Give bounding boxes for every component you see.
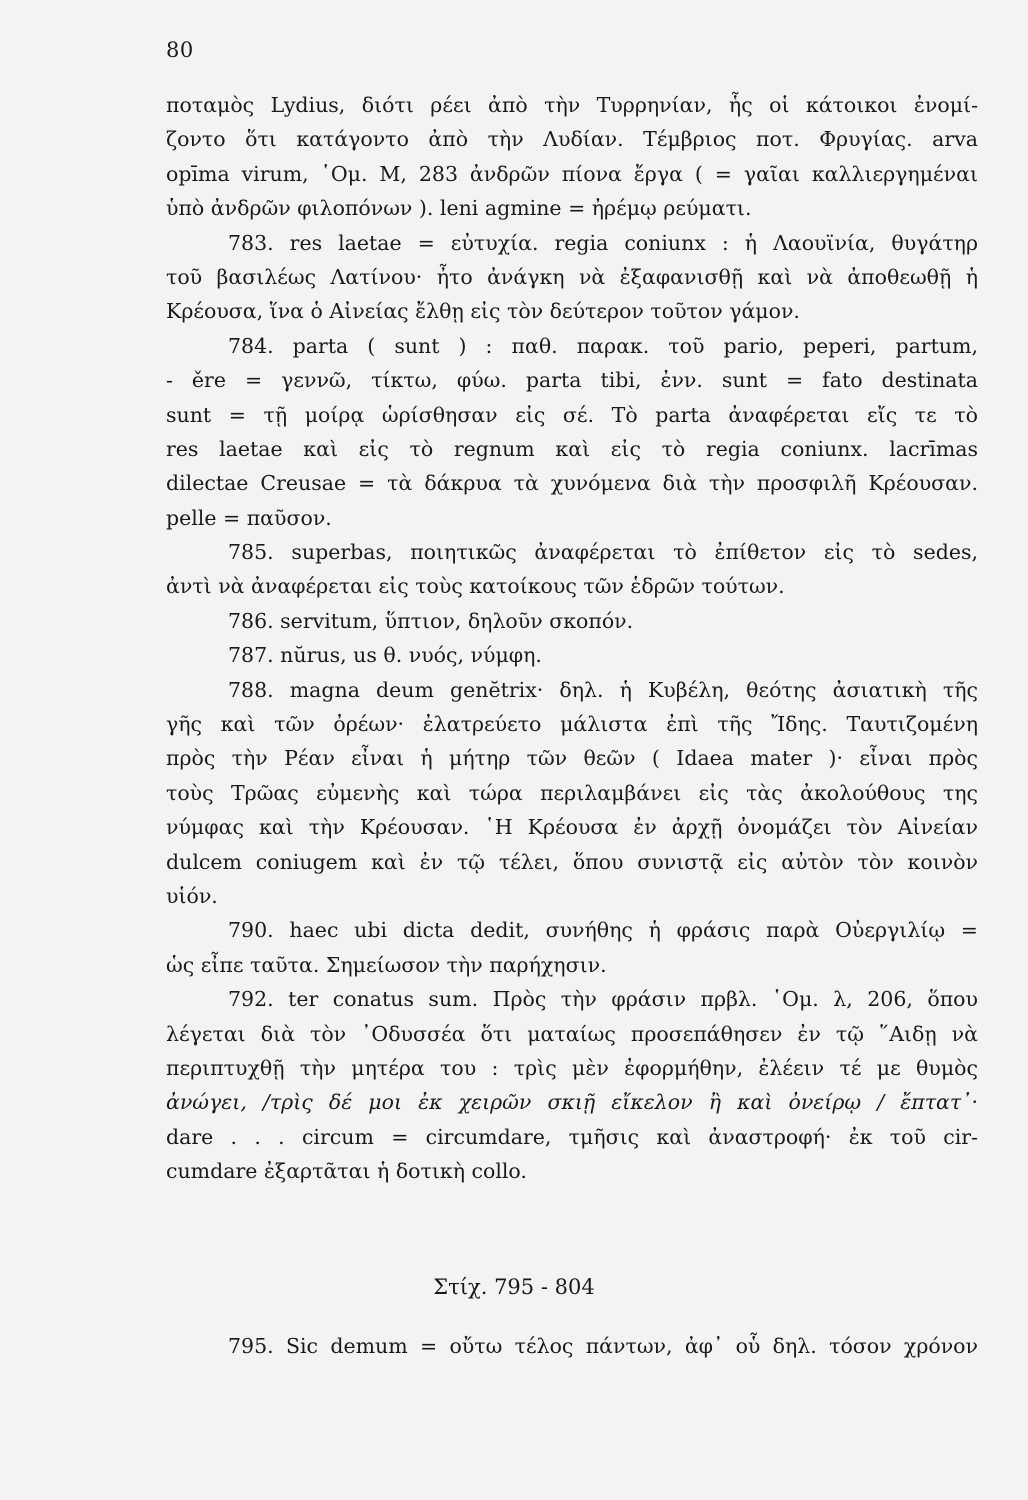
text-line: τοῦ βασιλέως Λατίνου· ἦτο ἀνάγκη νὰ ἐξαφανισθῇ καὶ νὰ ἀποθεωθῇ ἡ [166,264,978,289]
text-line: λέγεται διὰ τὸν ᾿Οδυσσέα ὅτι ματαίως προσεπάθησεν ἐν τῷ ῞Αιδῃ νὰ [166,1021,978,1046]
text-line: ὡς εἶπε ταῦτα. Σημείωσον τὴν παρήχησιν. [166,952,607,977]
text-line: περιπτυχθῇ τὴν μητέρα του : τρὶς μὲν ἐφορμήθην, ἐλέειν τέ με θυμὸς [166,1055,978,1080]
text-line: opīma virum, ῾Ομ. Μ, 283 ἀνδρῶν πίονα ἔργα ( = γαῖαι καλλιεργημέναι [166,161,978,186]
text-line: ἀντὶ νὰ ἀναφέρεται εἰς τοὺς κατοίκους τῶν ἑδρῶν τούτων. [166,574,785,599]
text-line: 787. nŭrus, us θ. νυός, νύμφη. [228,643,542,668]
text-line: dulcem coniugem καὶ ἐν τῷ τέλει, ὅπου συνιστᾷ εἰς αὐτὸν τὸν κοινὸν [166,849,978,874]
text-line: 792. ter conatus sum. Πρὸς τὴν φράσιν πρβλ. ῾Ομ. λ, 206, ὅπου [228,987,978,1012]
text-line: - ěre = γεννῶ, τίκτω, φύω. parta tibi, ἐνν. sunt = fato destinata [166,368,978,393]
text-line: dilectae Creusae = τὰ δάκρυα τὰ χυνόμενα διὰ τὴν προσφιλῆ Κρέουσαν. [166,471,978,496]
text-line: 795. Sic demum = οὔτω τέλος πάντων, ἀφ᾿ οὗ δηλ. τόσον χρόνον [228,1334,978,1358]
text-line: πρὸς τὴν Ρέαν εἶναι ἡ μήτηρ τῶν θεῶν ( Idaea mater )· εἶναι πρὸς [166,746,978,771]
text-line: 790. haec ubi dicta dedit, συνήθης ἡ φράσις παρὰ Οὐεργιλίῳ = [228,918,978,943]
text-line: sunt = τῇ μοίρᾳ ὡρίσθησαν εἰς σέ. Τὸ parta ἀναφέρεται εἴς τε τὸ [166,402,978,427]
text-line: τοὺς Τρῶας εὐμενὴς καὶ τώρα περιλαμβάνει εἰς τὰς ἀκολούθους της [166,780,978,805]
body-text [166,88,978,1189]
text-line: 788. magna deum genĕtrix· δηλ. ἡ Κυβέλη, θεότης ἀσιατικὴ τῆς [228,677,978,702]
text-line: υἱόν. [166,883,218,908]
text-line: 785. superbas, ποιητικῶς ἀναφέρεται τὸ ἐπίθετον εἰς τὸ sedes, [228,540,978,565]
text-line: cumdare ἐξαρτᾶται ἡ δοτικὴ collo. [166,1159,527,1184]
section-heading: Στίχ. 795 - 804 [433,1275,595,1299]
text-line: pelle = παῦσον. [166,505,332,530]
text-line: 784. parta ( sunt ) : παθ. παρακ. τοῦ pario, peperi, partum, [228,333,978,358]
text-line: ποταμὸς Lydius, διότι ρέει ἀπὸ τὴν Τυρρηνίαν, ἧς οἱ κάτοικοι ἐνομί- [166,93,978,117]
text-line: 783. res laetae = εὐτυχία. regia coniunx : ἡ Λαουϊνία, θυγάτηρ [228,230,978,255]
text-line: γῆς καὶ τῶν ὀρέων· ἐλατρεύετο μάλιστα ἐπὶ τῆς Ἴδης. Ταυτιζομένη [166,712,978,737]
text-line: res laetae καὶ εἰς τὸ regnum καὶ εἰς τὸ regia coniunx. lacrīmas [166,436,978,461]
text-line: dare . . . circum = circumdare, τμῆσις καὶ ἀναστροφή· ἐκ τοῦ cir- [166,1124,978,1149]
text-line: νύμφας καὶ τὴν Κρέουσαν. ῾Η Κρέουσα ἐν ἀρχῇ ὀνομάζει τὸν Αἰνείαν [166,815,978,840]
text-line: ζοντο ὅτι κατάγοντο ἀπὸ τὴν Λυδίαν. Τέμβριος ποτ. Φρυγίας. arva [166,127,978,152]
page-number: 80 [166,38,194,62]
text-line: ὑπὸ ἀνδρῶν φιλοπόνων ). leni agmine = ἠρέμῳ ρεύματι. [166,196,752,221]
final-paragraph [166,1329,978,1363]
text-line: ἀνώγει, /τρὶς δέ μοι ἐκ χειρῶν σκιῇ εἴκελον ἢ καὶ ὀνείρῳ / ἔπτατ᾿· [166,1090,978,1115]
text-line: Κρέουσα, ἵνα ὁ Αἰνείας ἔλθῃ εἰς τὸν δεύτερον τοῦτον γάμον. [166,299,800,324]
text-line: 786. servitum, ὕπτιον, δηλοῦν σκοπόν. [228,608,634,633]
